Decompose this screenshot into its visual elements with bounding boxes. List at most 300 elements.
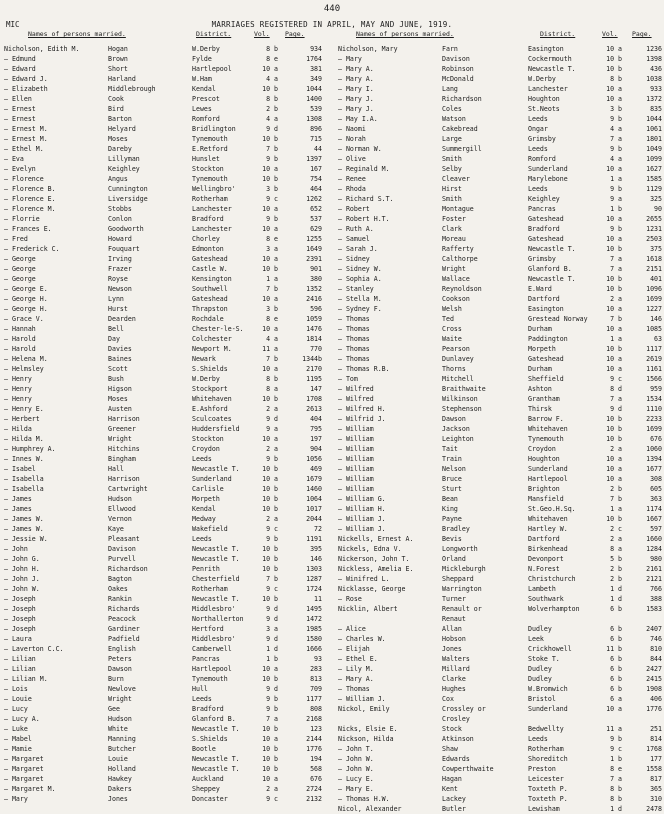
register-entry (334, 574, 664, 584)
entry-name: — William (338, 445, 374, 453)
entry-volume: 7 a (610, 255, 622, 263)
entry-district: Mansfield (528, 495, 564, 503)
entry-district: Huddersfield (192, 425, 240, 433)
page-title: MARRIAGES REGISTERED IN APRIL, MAY AND JUNE, 1919. (211, 20, 453, 29)
register-entry (334, 644, 664, 654)
entry-name: — Lois (4, 685, 28, 693)
right-names-header: Names of persons married. (356, 30, 454, 38)
register-entry (0, 664, 330, 674)
entry-page: 251 (650, 725, 662, 733)
entry-page: 844 (650, 655, 662, 663)
entry-name: Nickels, Edna V. (338, 545, 402, 553)
register-entry (0, 534, 330, 544)
entry-volume: 4 a (266, 335, 278, 343)
entry-volume: 8 a (610, 545, 622, 553)
entry-name: — Mary (4, 795, 28, 803)
entry-spouse-surname: Scott (108, 365, 128, 373)
register-entry (334, 464, 664, 474)
entry-volume: 10 b (262, 725, 278, 733)
entry-page: 406 (650, 695, 662, 703)
right-page-header: Page. (632, 30, 652, 38)
entry-name: — Fred (4, 235, 28, 243)
entry-district: Keighley (528, 195, 560, 203)
entry-volume: 1 d (610, 805, 622, 813)
register-entry (334, 564, 664, 574)
entry-page: 1649 (306, 245, 322, 253)
entry-spouse-surname: Cook (108, 95, 124, 103)
entry-district: Wellingbro' (192, 185, 236, 193)
entry-name: — Florence M. (4, 205, 56, 213)
entry-page: 375 (650, 245, 662, 253)
entry-spouse-surname: Cartwright (108, 485, 148, 493)
entry-district: Christchurch (528, 575, 576, 583)
entry-page: 123 (310, 725, 322, 733)
entry-page: 1699 (646, 295, 662, 303)
register-entry (334, 724, 664, 734)
entry-volume: 2 a (266, 515, 278, 523)
register-entry (334, 634, 664, 644)
register-entry (334, 394, 664, 404)
entry-district: Grimsby (528, 135, 556, 143)
entry-page: 1085 (646, 325, 662, 333)
entry-name: — Luke (4, 725, 28, 733)
entry-name: — Florence (4, 175, 44, 183)
entry-volume: 7 a (610, 395, 622, 403)
entry-district: Lambeth (528, 585, 556, 593)
entry-volume: 9 b (266, 705, 278, 713)
entry-name: — Mary I. (338, 85, 374, 93)
entry-district: Leeds (192, 695, 212, 703)
entry-district: Grantham (528, 395, 560, 403)
register-entry (0, 124, 330, 134)
register-entry (334, 264, 664, 274)
entry-spouse-surname: Jackson (442, 425, 470, 433)
entry-spouse-surname: Moreau (442, 235, 466, 243)
entry-page: 1195 (306, 375, 322, 383)
entry-volume: 6 b (610, 605, 622, 613)
entry-district: Hartlepool (528, 475, 568, 483)
entry-spouse-surname: Robinson (442, 65, 474, 73)
entry-spouse-surname: Harrison (108, 475, 140, 483)
entry-volume: 10 b (606, 415, 622, 423)
entry-spouse-surname: Newlove (108, 685, 136, 693)
entry-volume: 9 d (266, 415, 278, 423)
entry-spouse-surname: Pearson (442, 345, 470, 353)
register-entry (334, 534, 664, 544)
entry-name: Nicklasse, George (338, 585, 406, 593)
column-headers (0, 30, 664, 42)
entry-district: Croydon (528, 445, 556, 453)
entry-volume: 8 e (266, 55, 278, 63)
register-entry (0, 294, 330, 304)
entry-name: — George (4, 275, 36, 283)
register-entry (334, 164, 664, 174)
entry-spouse-surname: Purvell (108, 555, 136, 563)
register-entry (0, 54, 330, 64)
entry-page: 1666 (306, 645, 322, 653)
register-entry (0, 714, 330, 724)
entry-spouse-surname: Renault or (442, 605, 482, 613)
entry-volume: 2 b (610, 575, 622, 583)
entry-name: — Ellen (4, 95, 32, 103)
register-entry (0, 564, 330, 574)
entry-district: Chester-le-S. (192, 325, 244, 333)
register-entry (334, 504, 664, 514)
register-entry (0, 364, 330, 374)
entry-volume: 2 c (610, 525, 622, 533)
entry-name: — Hilda M. (4, 435, 44, 443)
entry-page: 1017 (306, 505, 322, 513)
register-entry (0, 304, 330, 314)
entry-volume: 9 b (266, 455, 278, 463)
entry-spouse-surname: Day (108, 335, 120, 343)
entry-name: — Lilian M. (4, 675, 48, 683)
entry-page: 2416 (306, 295, 322, 303)
entry-page: 72 (314, 525, 322, 533)
entry-page: 2655 (646, 215, 662, 223)
entry-district: Newcastle T. (192, 725, 240, 733)
entry-spouse-surname: Crossley or (442, 705, 486, 713)
register-entry (0, 354, 330, 364)
entry-name: — Ernest (4, 115, 36, 123)
entry-volume: 11 a (262, 345, 278, 353)
entry-page: 1255 (306, 235, 322, 243)
entry-page: 980 (650, 555, 662, 563)
entry-spouse-surname: Hudson (108, 495, 132, 503)
entry-name: — Frances E. (4, 225, 52, 233)
entry-spouse-surname: Renaut (442, 615, 466, 623)
entry-volume: 10 b (262, 85, 278, 93)
entry-district: Durham (528, 365, 552, 373)
entry-page: 2478 (646, 805, 662, 813)
entry-district: Glanford B. (528, 265, 572, 273)
entry-spouse-surname: Bagton (108, 575, 132, 583)
entry-volume: 9 d (266, 685, 278, 693)
entry-spouse-surname: Farn (442, 45, 458, 53)
entry-district: Newport M. (192, 345, 232, 353)
entry-volume: 9 c (610, 375, 622, 383)
entry-district: Sunderland (192, 475, 232, 483)
entry-name: — Sidney W. (338, 265, 382, 273)
entry-district: Morpeth (192, 495, 220, 503)
entry-spouse-surname: Stock (442, 725, 462, 733)
entry-name: — Norman W. (338, 145, 382, 153)
entry-page: 1400 (306, 95, 322, 103)
entry-name: — Joseph (4, 595, 36, 603)
register-entry (334, 654, 664, 664)
entry-district: Stoke T. (528, 655, 560, 663)
entry-volume: 4 a (610, 155, 622, 163)
entry-volume: 2 b (266, 105, 278, 113)
entry-spouse-surname: Reynoldson (442, 285, 482, 293)
entry-spouse-surname: Bingham (108, 455, 136, 463)
entry-page: 308 (650, 475, 662, 483)
entry-page: 436 (650, 65, 662, 73)
entry-volume: 10 a (262, 165, 278, 173)
entry-page: 1724 (306, 585, 322, 593)
left-district-header: District. (196, 30, 232, 38)
entry-district: Glanford B. (192, 715, 236, 723)
entry-spouse-surname: Higson (108, 385, 132, 393)
entry-page: 1231 (646, 225, 662, 233)
entry-volume: 10 a (606, 475, 622, 483)
entry-district: Leeds (528, 145, 548, 153)
entry-spouse-surname: Waite (442, 335, 462, 343)
entry-name: — Margaret (4, 765, 44, 773)
entry-volume: 9 c (266, 525, 278, 533)
entry-district: Easington (528, 305, 564, 313)
entry-volume: 10 b (262, 465, 278, 473)
register-entry (0, 424, 330, 434)
entry-volume: 9 a (266, 425, 278, 433)
entry-volume: 9 b (266, 215, 278, 223)
register-entry (334, 234, 664, 244)
entry-spouse-surname: Cleaver (442, 175, 470, 183)
entry-volume: 10 b (262, 485, 278, 493)
entry-district: Gateshead (192, 255, 228, 263)
entry-spouse-surname: Rankin (108, 595, 132, 603)
register-entry (0, 144, 330, 154)
entry-volume: 10 b (606, 435, 622, 443)
entry-name: — Louie (4, 695, 32, 703)
entry-name: — Isabella (4, 485, 44, 493)
entry-volume: 9 b (266, 695, 278, 703)
entry-volume: 3 b (266, 185, 278, 193)
entry-volume: 6 b (610, 635, 622, 643)
entry-page: 1059 (306, 315, 322, 323)
entry-volume: 3 a (266, 625, 278, 633)
entry-spouse-surname: Peacock (108, 615, 136, 623)
entry-spouse-surname: Harland (108, 75, 136, 83)
entry-spouse-surname: Millard (442, 665, 470, 673)
entry-volume: 10 b (262, 555, 278, 563)
register-entry (0, 494, 330, 504)
entry-page: 808 (310, 705, 322, 713)
entry-spouse-surname: Burn (108, 675, 124, 683)
register-entry (334, 184, 664, 194)
entry-district: Houghton (528, 95, 560, 103)
entry-district: E.Ashford (192, 405, 228, 413)
entry-volume: 10 a (606, 455, 622, 463)
entry-district: Ashton (528, 385, 552, 393)
entry-spouse-surname: Frazer (108, 265, 132, 273)
entry-name: — Thomas (338, 315, 370, 323)
entry-district: Leeds (528, 115, 548, 123)
register-entry (334, 104, 664, 114)
entry-page: 381 (310, 65, 322, 73)
entry-name: Nickerson, John T. (338, 555, 410, 563)
register-entry (0, 604, 330, 614)
entry-district: Gateshead (528, 215, 564, 223)
entry-district: Newcastle T. (528, 275, 576, 283)
entry-spouse-surname: Cunnington (108, 185, 148, 193)
entry-volume: 9 d (610, 405, 622, 413)
entry-page: 1099 (646, 155, 662, 163)
entry-volume: 7 b (266, 285, 278, 293)
entry-name: — John T. (338, 745, 374, 753)
right-vol-header: Vol. (602, 30, 618, 38)
entry-volume: 2 a (266, 785, 278, 793)
left-page-header: Page. (285, 30, 305, 38)
entry-district: Wakefield (192, 525, 228, 533)
entry-page: 1344b (302, 355, 322, 363)
page-number: 440 (323, 4, 341, 14)
entry-volume: 1 b (610, 755, 622, 763)
entry-district: Gateshead (192, 295, 228, 303)
entry-page: 810 (650, 645, 662, 653)
entry-name: — Joseph (4, 605, 36, 613)
entry-volume: 7 b (266, 145, 278, 153)
entry-name: Nicholson, Mary (338, 45, 398, 53)
register-entry (334, 434, 664, 444)
entry-page: 1566 (646, 375, 662, 383)
entry-name: — Thomas (338, 345, 370, 353)
entry-district: Auckland (192, 775, 224, 783)
entry-name: — Sophia A. (338, 275, 382, 283)
entry-page: 835 (650, 105, 662, 113)
entry-district: Gateshead (528, 235, 564, 243)
entry-district: Dartford (528, 295, 560, 303)
entry-district: Cockermouth (528, 55, 572, 63)
entry-district: E.Ward (528, 285, 552, 293)
register-entry (0, 414, 330, 424)
entry-district: Rotherham (192, 195, 228, 203)
entry-page: 1677 (646, 465, 662, 473)
entry-page: 197 (310, 435, 322, 443)
entry-page: 629 (310, 225, 322, 233)
entry-name: — Ernest M. (4, 135, 48, 143)
entry-district: Preston (528, 765, 556, 773)
entry-page: 746 (650, 635, 662, 643)
entry-spouse-surname: Selby (442, 165, 462, 173)
entry-spouse-surname: Calthorpe (442, 255, 478, 263)
entry-spouse-surname: Goodworth (108, 225, 144, 233)
entry-name: — Frederick C. (4, 245, 60, 253)
entry-page: 1110 (646, 405, 662, 413)
entry-volume: 10 a (606, 305, 622, 313)
entry-name: — Wilfrid J. (338, 415, 386, 423)
entry-district: Hartlepool (192, 65, 232, 73)
entry-name: Nickells, Ernest A. (338, 535, 414, 543)
register-entry (334, 254, 664, 264)
entry-name: — Rose (338, 595, 362, 603)
entry-name: — Grace V. (4, 315, 44, 323)
entry-spouse-surname: Baines (108, 355, 132, 363)
entry-volume: 9 c (266, 585, 278, 593)
entry-name: — Elijah (338, 645, 370, 653)
entry-spouse-surname: Dearden (108, 315, 136, 323)
entry-district: Grestead Norway (528, 315, 588, 323)
entry-volume: 3 a (266, 245, 278, 253)
entry-spouse-surname: Angus (108, 175, 128, 183)
entry-spouse-surname: Ellwood (108, 505, 136, 513)
entry-district: Sunderland (528, 705, 568, 713)
entry-name: — Thomas (338, 325, 370, 333)
entry-spouse-surname: Butler (442, 805, 466, 813)
entry-page: 1308 (306, 115, 322, 123)
entry-volume: 2 a (610, 535, 622, 543)
entry-page: 1117 (646, 345, 662, 353)
entry-volume: 10 a (262, 435, 278, 443)
right-entries (334, 44, 664, 814)
entry-name: — John J. (4, 575, 40, 583)
register-entry (334, 144, 664, 154)
entry-spouse-surname: Welsh (442, 305, 462, 313)
entry-spouse-surname: Bevis (442, 535, 462, 543)
entry-page: 2724 (306, 785, 322, 793)
entry-spouse-surname: Hudson (108, 715, 132, 723)
entry-name: — Isabel (4, 465, 36, 473)
entry-page: 1061 (646, 125, 662, 133)
entry-volume: 6 b (610, 685, 622, 693)
register-entry (0, 524, 330, 534)
entry-spouse-surname: Ted (442, 315, 454, 323)
entry-spouse-surname: Richardson (442, 95, 482, 103)
entry-name: — Stella M. (338, 295, 382, 303)
entry-volume: 1 d (610, 585, 622, 593)
entry-name: — Lucy E. (338, 775, 374, 783)
entry-district: Houghton (528, 455, 560, 463)
entry-volume: 10 b (606, 275, 622, 283)
entry-name: — Herbert (4, 415, 40, 423)
entry-page: 1679 (306, 475, 322, 483)
entry-spouse-surname: Vernon (108, 515, 132, 523)
entry-volume: 9 b (266, 535, 278, 543)
entry-district: Toxteth P. (528, 795, 568, 803)
entry-name: — Joseph (4, 625, 36, 633)
entry-district: Barrow F. (528, 415, 564, 423)
entry-name: — Harold (4, 335, 36, 343)
entry-name: — Margaret (4, 775, 44, 783)
entry-volume: 10 b (262, 755, 278, 763)
register-entry (334, 304, 664, 314)
entry-district: Kendal (192, 85, 216, 93)
entry-page: 283 (310, 665, 322, 673)
entry-name: — Sarah J. (338, 245, 378, 253)
entry-volume: 10 b (262, 495, 278, 503)
register-entry (0, 74, 330, 84)
entry-page: 1495 (306, 605, 322, 613)
register-entry (0, 374, 330, 384)
entry-page: 596 (310, 305, 322, 313)
register-entry (0, 774, 330, 784)
register-entry (0, 454, 330, 464)
entry-district: Ongar (528, 125, 548, 133)
entry-district: Fylde (192, 55, 212, 63)
entry-page: 676 (310, 775, 322, 783)
entry-district: Prescot (192, 95, 220, 103)
register-entry (334, 194, 664, 204)
register-entry (334, 624, 664, 634)
entry-volume: 10 a (606, 365, 622, 373)
entry-name: — Helena M. (4, 355, 48, 363)
entry-volume: 10 b (262, 595, 278, 603)
entry-name: — Mary (338, 55, 362, 63)
entry-volume: 10 b (262, 135, 278, 143)
entry-page: 1801 (646, 135, 662, 143)
left-entries (0, 44, 330, 804)
register-entry (334, 274, 664, 284)
entry-name: Nicol, Alexander (338, 805, 402, 813)
entry-name: — Innes W. (4, 455, 44, 463)
entry-district: Dudley (528, 675, 552, 683)
entry-spouse-surname: Wright (108, 435, 132, 443)
entry-spouse-surname: Padfield (108, 635, 140, 643)
entry-page: 2415 (646, 675, 662, 683)
entry-volume: 1 b (610, 205, 622, 213)
entry-district: Doncaster (192, 795, 228, 803)
entry-district: Tynemouth (192, 175, 228, 183)
